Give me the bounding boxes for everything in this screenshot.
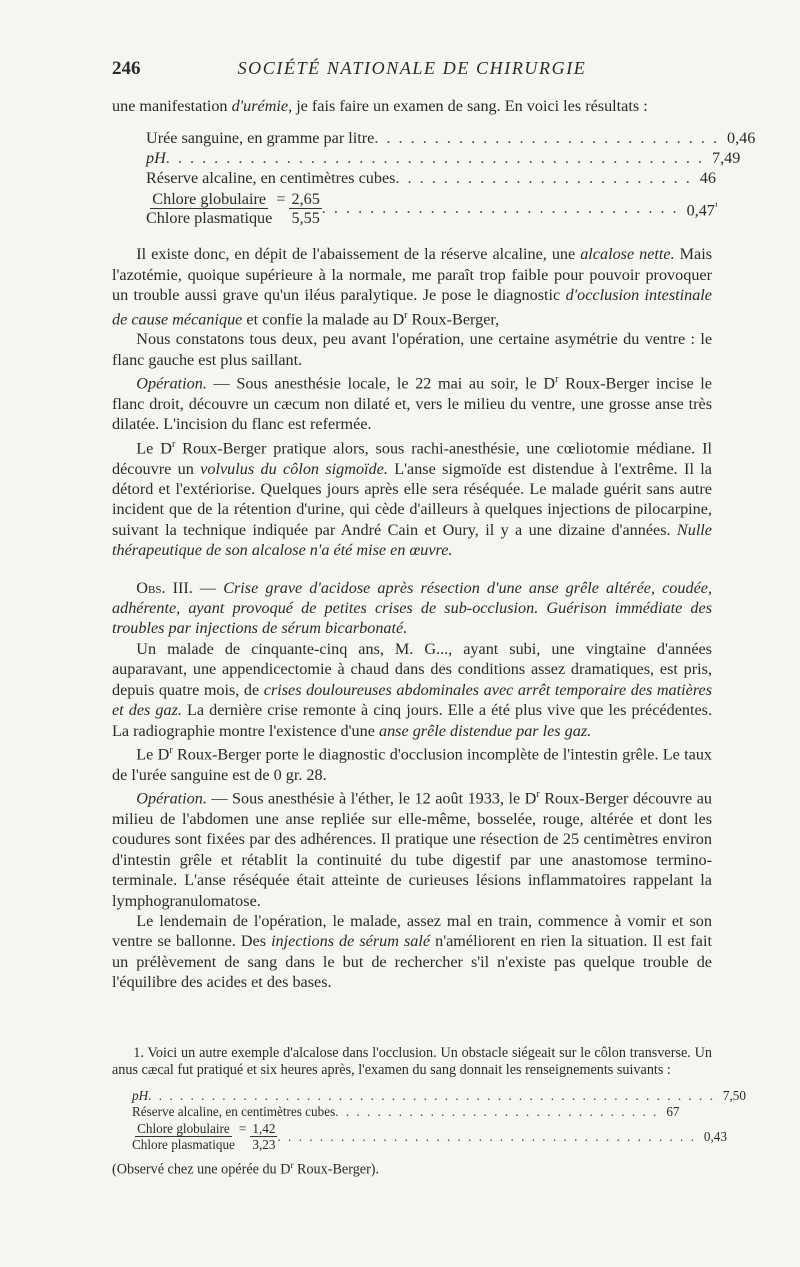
paragraph-lendemain: Le lendemain de l'opération, le malade, assez mal en train, commence à vomir et son ventre se ballonne. Des injections de sérum salé n'améliorent en rien la situation. Il est fait un prélèvement de sang dans le but de rechercher s'il n'existe pas quelque trouble de l'équilibre des acides et des bases. xyxy=(112,911,712,992)
footnote-row-chlore-ratio: $\frac{\text{Chlore globulaire}}{\text{Chlore plasmatique}}$ = $\frac{1,42}{3,23}$ . . . . . . . . . . . . . . . . . . . . . . . . . . . . . . . . . . . . . . . . 0,43 xyxy=(132,1121,727,1152)
footnote-results-table xyxy=(132,1087,746,1153)
footnote-closing: (Observé chez une opérée du $D^r$ Roux-Berger). xyxy=(112,1160,380,1178)
result-row-ph: pH . . . . . . . . . . . . . . . . . . . . . . . . . . . . . . . . . . . . . . . . . . . . . 7,49 xyxy=(146,149,741,168)
result-row-chlore-ratio: $\frac{\text{Chlore globulaire}}{\text{Chlore plasmatique}}$ = $\frac{2,65}{5,55}$ . . . . . . . . . . . . . . . . . . . . . . . . . . . . . . $0,47^{^1}$ xyxy=(146,190,718,228)
paragraph-asymetrie: Nous constatons tous deux, peu avant l'opération, une certaine asymétrie du ventre : le flanc gauche est plus saillant. xyxy=(112,330,712,369)
paragraph-malade: Un malade de cinquante-cinq ans, M. G..., ayant subi, une vingtaine d'années auparavant, une appendicectomie à chaud dans des conditions assez dramatiques, est pris, depuis quatre mois, de crises douloureuses abdominales avec arrêt temporaire des matières et des gaz. La dernière crise remonte à cinq jours. Elle a été plus vive que les précédentes. La radiographie montre l'existence d'une anse grêle distendue par les gaz. xyxy=(112,639,712,740)
paragraph-coeliotomie: Le $D^r$ Roux-Berger pratique alors, sous rachi-anesthésie, une cœliotomie médiane. Il découvre un volvulus du côlon sigmoïde. L'anse sigmoïde est distendue à l'extrême. Il la détord et l'extériorise. Quelques jours après elle sera réséquée. Le malade guérit sans autre incident que de la rétention d'urine, qui cède d'ailleurs à quelques injections de pilocarpine, suivant la technique indiquée par André Cain et Oury, il y a une dizaine d'années. Nulle thérapeutique de son alcalose n'a été mise en œuvre. xyxy=(112,438,712,560)
blood-results-table xyxy=(146,128,756,228)
observation-heading: Obs. III. — Crise grave d'acidose après résection d'une anse grêle altérée, coudée, adhérente, ayant provoqué de petites crises de sub-occlusion. Guérison immédiate des troubles par injections de sérum bicarbonaté. xyxy=(112,578,712,638)
intro-paragraph: une manifestation d'urémie, je fais faire un examen de sang. En voici les résultats : xyxy=(112,97,648,115)
paragraph-diagnostic: Le $D^r$ Roux-Berger porte le diagnostic d'occlusion incomplète de l'intestin grêle. Le taux de l'urée sanguine est de 0 gr. 28. xyxy=(112,744,713,784)
chlore-fraction-values: $\frac{2,65}{5,55}$ xyxy=(291,190,320,228)
paragraph-alcalose: Il existe donc, en dépit de l'abaissement de la réserve alcaline, une alcalose nette. Mais l'azotémie, quoique supérieure à la normale, me paraît trop faible pour pouvoir provoquer un trouble aussi grave qu'un iléus paralytique. Je pose le diagnostic d'occlusion intestinale de cause mécanique et confie la malade au $D^r$ Roux-Berger, xyxy=(112,245,713,329)
chlore-fraction-labels: $\frac{\text{Chlore globulaire}}{\text{Chlore plasmatique}}$ xyxy=(146,190,273,228)
result-row-uree: Urée sanguine, en gramme par litre . . . . . . . . . . . . . . . . . . . . . . . . . . . . . 0,46 xyxy=(146,129,756,148)
footnote-row-reserve: Réserve alcaline, en centimètres cubes . . . . . . . . . . . . . . . . . . . . . . . . . . . . . . . 67 xyxy=(132,1104,680,1119)
footnote-chlore-fraction-values: $\frac{1,42}{3,23}$ xyxy=(252,1121,276,1152)
footnote-chlore-fraction-labels: $\frac{\text{Chlore globulaire}}{\text{Chlore plasmatique}}$ xyxy=(132,1121,235,1152)
journal-title: SOCIÉTÉ NATIONALE DE CHIRURGIE xyxy=(237,58,587,78)
main-text xyxy=(112,96,756,993)
running-head xyxy=(112,58,712,84)
footnote-text: 1. Voici un autre exemple d'alcalose dans l'occlusion. Un obstacle siégeait sur le côlon transverse. Un anus cæcal fut pratiqué et six heures après, l'examen du sang donnait les renseignements suivants : xyxy=(112,1045,712,1078)
paragraph-operation-2: Opération. — Sous anesthésie à l'éther, le 12 août 1933, le $D^r$ Roux-Berger découvre au milieu de l'abdomen une anse repliée sur elle-même, bosselée, rouge, altérée et dont les coudures sont fixées par des adhérences. Il pratique une résection de 25 centimètres environ d'intestin grêle et rétablit la continuité du tube digestif par une anastomose termino-terminale. L'anse réséquée était atteinte de curieuses lésions inflammatoires rappelant la lymphogranulomatose. xyxy=(112,789,712,910)
footnote xyxy=(112,1045,746,1179)
footnote-row-ph: pH . . . . . . . . . . . . . . . . . . . . . . . . . . . . . . . . . . . . . . . . . . . . . . . . . . . . . . 7,50 xyxy=(132,1088,746,1103)
result-row-reserve: Réserve alcaline, en centimètres cubes . . . . . . . . . . . . . . . . . . . . . . . . . 46 xyxy=(146,169,716,188)
paragraph-operation-1: Opération. — Sous anesthésie locale, le 22 mai au soir, le $D^r$ Roux-Berger incise le flanc droit, découvre un cæcum non dilaté et, vers le milieu du ventre, une grosse anse très dilatée. L'incision du flanc est refermée. xyxy=(112,374,712,434)
page-number: 246 xyxy=(112,58,141,79)
